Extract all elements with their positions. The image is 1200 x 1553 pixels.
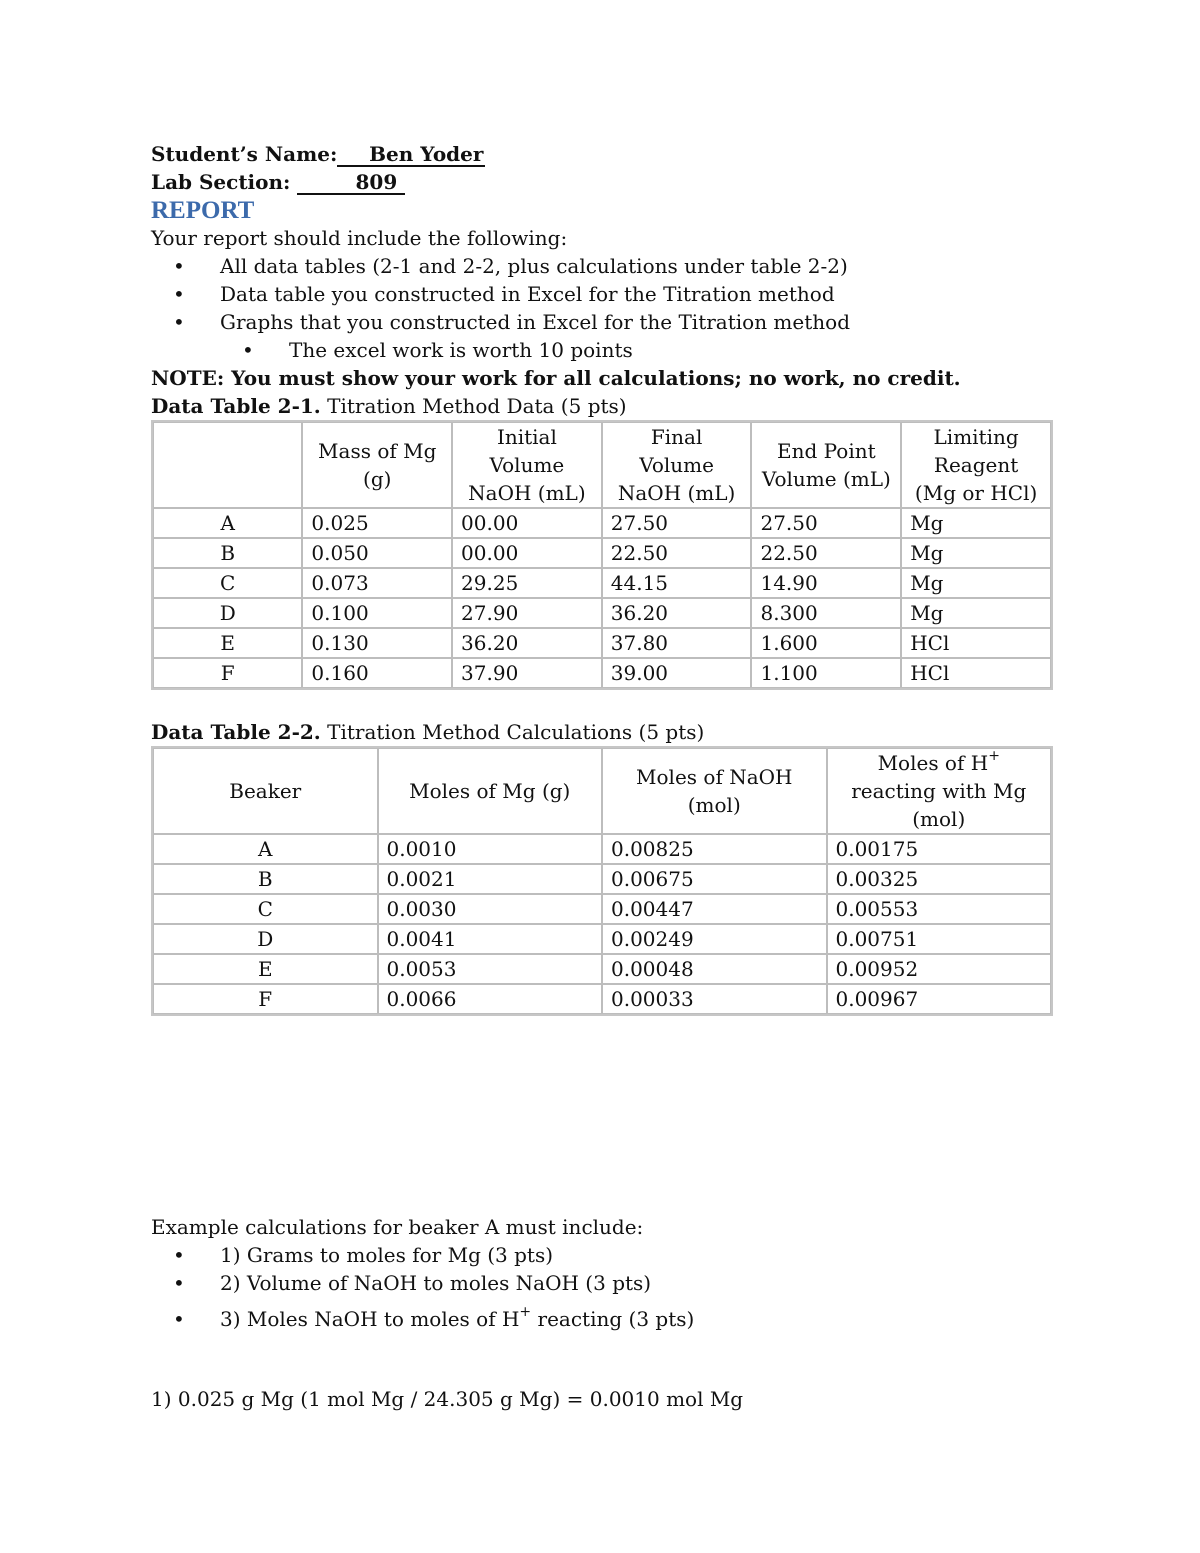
table-cell: 0.073	[303, 569, 451, 597]
examples-intro: Example calculations for beaker A must include:	[151, 1215, 644, 1239]
list-item-text: Graphs that you constructed in Excel for the Titration method	[220, 310, 850, 334]
table-cell: 00.00	[453, 539, 601, 567]
table1-caption-rest: Titration Method Data (5 pts)	[320, 394, 627, 418]
table-cell: 29.25	[453, 569, 601, 597]
list-item-text: Data table you constructed in Excel for the Titration method	[220, 282, 835, 306]
table-cell: 0.00751	[828, 925, 1051, 953]
list-item-text: 2) Volume of NaOH to moles NaOH (3 pts)	[220, 1271, 652, 1295]
table-cell: 37.80	[603, 629, 751, 657]
table-row	[154, 509, 1050, 537]
table-cell: 8.300	[752, 599, 900, 627]
note-text: NOTE: You must show your work for all calculations; no work, no credit.	[151, 366, 961, 390]
table-cell: 0.0021	[379, 865, 602, 893]
list-item	[151, 1241, 1051, 1269]
table-cell: 39.00	[603, 659, 751, 687]
table-cell: A	[154, 835, 377, 863]
list-item-text: 1) Grams to moles for Mg (3 pts)	[220, 1243, 554, 1267]
table-header-cell	[154, 423, 301, 507]
table-row	[154, 955, 1050, 983]
table-cell: 0.00048	[603, 955, 826, 983]
titration-calculations-table	[151, 746, 1053, 1016]
table-row	[154, 629, 1050, 657]
table-row	[154, 925, 1050, 953]
report-heading: REPORT	[151, 197, 255, 224]
table-row	[154, 569, 1050, 597]
table-cell: 1.100	[752, 659, 900, 687]
table-cell: 0.0030	[379, 895, 602, 923]
table1-caption	[151, 392, 1051, 420]
table-cell: 0.00967	[828, 985, 1051, 1013]
table-cell: 36.20	[603, 599, 751, 627]
bullet-icon: •	[173, 254, 185, 278]
list-item-text: All data tables (2-1 and 2-2, plus calculations under table 2-2)	[220, 254, 848, 278]
table-cell: 0.100	[303, 599, 451, 627]
table-cell: 0.00033	[603, 985, 826, 1013]
table-row	[154, 895, 1050, 923]
table-cell: 1.600	[752, 629, 900, 657]
header-text: reacting with Mg (mol)	[851, 779, 1027, 831]
table-cell: 00.00	[453, 509, 601, 537]
table-cell: 22.50	[603, 539, 751, 567]
header-text: Moles of H	[877, 751, 989, 775]
examples-list	[151, 1241, 1051, 1341]
table-cell: 22.50	[752, 539, 900, 567]
table-row	[154, 659, 1050, 687]
bullet-icon: •	[173, 310, 185, 334]
report-requirements-list	[151, 252, 1051, 364]
table1-caption-bold: Data Table 2-1.	[151, 394, 321, 418]
table2-caption	[151, 718, 1051, 746]
student-name-line	[151, 140, 1051, 168]
table-cell: 44.15	[603, 569, 751, 597]
list-item	[151, 1269, 1051, 1297]
list-item	[151, 336, 1051, 364]
document-page	[151, 140, 1051, 1413]
table-cell: 0.0010	[379, 835, 602, 863]
table-cell: D	[154, 599, 301, 627]
student-name-value: Ben Yoder	[337, 143, 485, 167]
table-header-cell: Initial Volume NaOH (mL)	[453, 423, 601, 507]
titration-data-table	[151, 420, 1053, 690]
table2-caption-bold: Data Table 2-2.	[151, 720, 321, 744]
lab-section-label: Lab Section:	[151, 170, 291, 194]
list-item-text: 3) Moles NaOH to moles of H	[220, 1307, 520, 1331]
superscript: +	[988, 748, 1000, 764]
table-cell: 0.160	[303, 659, 451, 687]
table-header-cell: Beaker	[154, 749, 377, 833]
table-cell: 0.00553	[828, 895, 1051, 923]
table-cell: 0.050	[303, 539, 451, 567]
table-cell: 0.00675	[603, 865, 826, 893]
table-row	[154, 985, 1050, 1013]
table-cell: B	[154, 539, 301, 567]
list-item	[151, 308, 1051, 336]
table-row	[154, 539, 1050, 567]
table-cell: 14.90	[752, 569, 900, 597]
table-cell: 27.90	[453, 599, 601, 627]
table-cell: D	[154, 925, 377, 953]
table-cell: E	[154, 955, 377, 983]
table-row	[154, 835, 1050, 863]
table-cell: 27.50	[752, 509, 900, 537]
calculation-line: 1) 0.025 g Mg (1 mol Mg / 24.305 g Mg) = 0.0010 mol Mg	[151, 1387, 744, 1411]
table-cell: 0.00249	[603, 925, 826, 953]
table-cell: 0.025	[303, 509, 451, 537]
table-cell: 0.0053	[379, 955, 602, 983]
bullet-icon: •	[173, 1307, 185, 1331]
table-header-cell: End Point Volume (mL)	[752, 423, 900, 507]
table-cell: Mg	[902, 539, 1050, 567]
bullet-icon: •	[173, 1243, 185, 1267]
table-cell: 0.00952	[828, 955, 1051, 983]
table-cell: F	[154, 659, 301, 687]
bullet-icon: •	[173, 1271, 185, 1295]
table-cell: 36.20	[453, 629, 601, 657]
table-header-cell: Moles of NaOH (mol)	[603, 749, 826, 833]
table-cell: 27.50	[603, 509, 751, 537]
table-cell: 0.0041	[379, 925, 602, 953]
table-cell: F	[154, 985, 377, 1013]
bullet-icon: •	[173, 282, 185, 306]
superscript: +	[519, 1304, 532, 1320]
table-header-cell: Final Volume NaOH (mL)	[603, 423, 751, 507]
table-header-cell	[828, 749, 1051, 833]
table-row	[154, 865, 1050, 893]
lab-section-value: 809	[297, 171, 405, 195]
table-cell: Mg	[902, 569, 1050, 597]
table-cell: HCl	[902, 659, 1050, 687]
table-header-cell: Moles of Mg (g)	[379, 749, 602, 833]
list-item-text: reacting (3 pts)	[531, 1307, 695, 1331]
table-cell: C	[154, 569, 301, 597]
table2-caption-rest: Titration Method Calculations (5 pts)	[320, 720, 705, 744]
table-header-row	[154, 423, 1050, 507]
table-cell: 0.00325	[828, 865, 1051, 893]
table-cell: B	[154, 865, 377, 893]
table-header-row	[154, 749, 1050, 833]
lab-section-line	[151, 168, 1051, 196]
table-cell: 0.0066	[379, 985, 602, 1013]
table-cell: 0.130	[303, 629, 451, 657]
list-item	[151, 280, 1051, 308]
student-name-label: Student’s Name:	[151, 142, 338, 166]
table-cell: 0.00175	[828, 835, 1051, 863]
list-item	[151, 1297, 1051, 1341]
table-cell: Mg	[902, 599, 1050, 627]
table-cell: 0.00825	[603, 835, 826, 863]
table-row	[154, 599, 1050, 627]
list-item	[151, 252, 1051, 280]
bullet-icon: •	[242, 338, 254, 362]
list-item-text: The excel work is worth 10 points	[289, 338, 633, 362]
table-cell: C	[154, 895, 377, 923]
table-cell: Mg	[902, 509, 1050, 537]
table-cell: 0.00447	[603, 895, 826, 923]
table-cell: 37.90	[453, 659, 601, 687]
table-cell: E	[154, 629, 301, 657]
table-header-cell: Mass of Mg (g)	[303, 423, 451, 507]
table-cell: HCl	[902, 629, 1050, 657]
table-header-cell: Limiting Reagent (Mg or HCl)	[902, 423, 1050, 507]
report-intro: Your report should include the following:	[151, 226, 568, 250]
table-cell: A	[154, 509, 301, 537]
